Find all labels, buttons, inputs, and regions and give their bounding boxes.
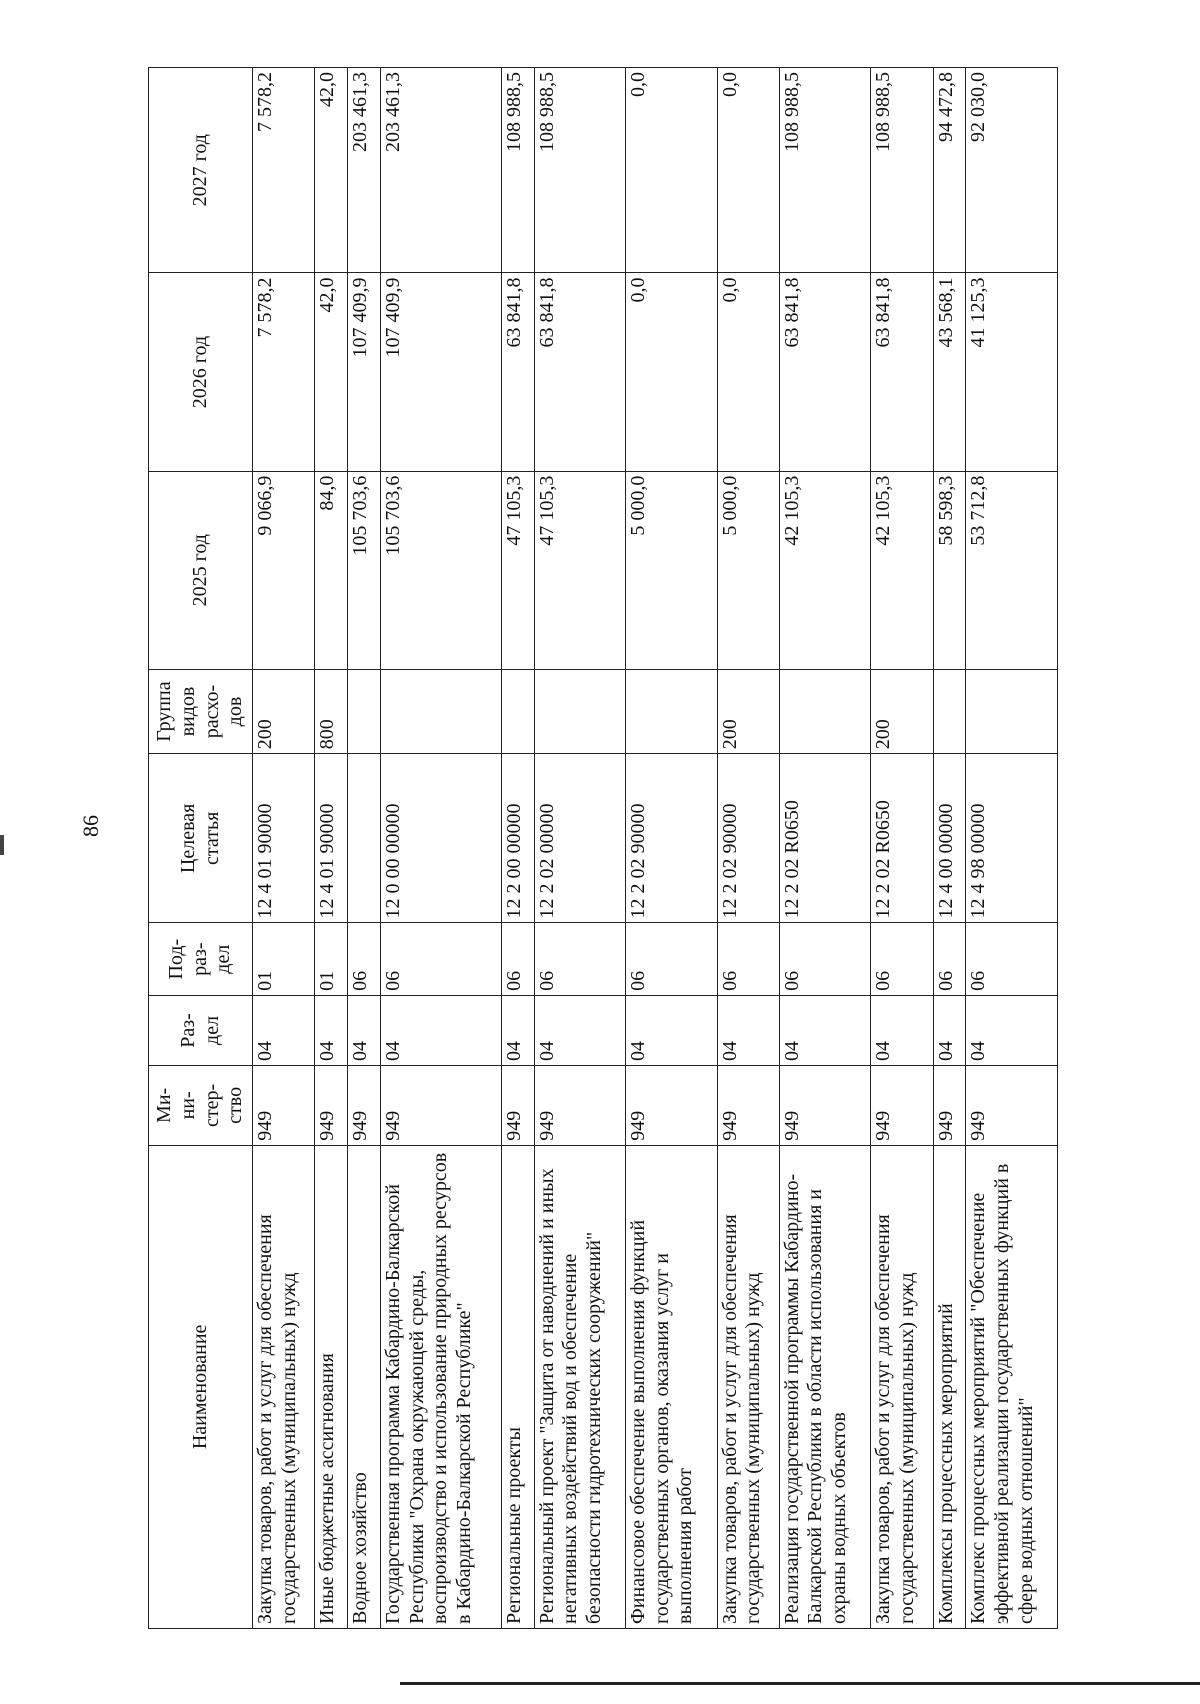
cell-group: [381, 669, 502, 754]
cell-2025: 105 703,6: [381, 471, 502, 669]
cell-target: 12 2 02 00000: [534, 754, 625, 923]
page-number: 86: [78, 815, 103, 837]
cell-section: 04: [717, 995, 779, 1065]
table-row: [717, 68, 779, 1629]
cell-name: Водное хозяйство: [348, 1145, 381, 1628]
header-target: Целевая статья: [149, 754, 253, 923]
cell-target: 12 2 02 90000: [717, 754, 779, 923]
table-row: [966, 68, 1058, 1629]
cell-2025: 5 000,0: [717, 471, 779, 669]
cell-2026: 63 841,8: [779, 273, 870, 471]
cell-target: 12 2 02 R0650: [779, 754, 870, 923]
cell-2025: 53 712,8: [966, 471, 1058, 669]
cell-2025: 9 066,9: [253, 471, 315, 669]
cell-section: 04: [871, 995, 933, 1065]
table-row: [871, 68, 933, 1629]
cell-target: 12 2 02 R0650: [871, 754, 933, 923]
cell-section: 04: [534, 995, 625, 1065]
cell-2025: 42 105,3: [779, 471, 870, 669]
table-row: [253, 68, 315, 1629]
cell-group: 200: [871, 669, 933, 754]
cell-subsection: 06: [966, 923, 1058, 995]
cell-subsection: 06: [779, 923, 870, 995]
cell-ministry: 949: [501, 1065, 534, 1145]
cell-2027: 108 988,5: [534, 68, 625, 273]
cell-name: Финансовое обеспечение выполнения функций государственных органов, оказания услуг и выполнения работ: [626, 1145, 717, 1628]
cell-subsection: 06: [501, 923, 534, 995]
cell-section: 04: [315, 995, 348, 1065]
cell-2025: 105 703,6: [348, 471, 381, 669]
cell-group: 800: [315, 669, 348, 754]
cell-target: 12 4 98 00000: [966, 754, 1058, 923]
cell-2025: 47 105,3: [501, 471, 534, 669]
header-2025: 2025 год: [149, 471, 253, 669]
cell-2027: 94 472,8: [933, 68, 966, 273]
cell-2027: 0,0: [717, 68, 779, 273]
cell-2025: 5 000,0: [626, 471, 717, 669]
cell-ministry: 949: [779, 1065, 870, 1145]
cell-2026: 63 841,8: [501, 273, 534, 471]
cell-2025: 47 105,3: [534, 471, 625, 669]
table-row: [315, 68, 348, 1629]
cell-2025: 58 598,3: [933, 471, 966, 669]
cell-subsection: 06: [381, 923, 502, 995]
cell-subsection: 06: [933, 923, 966, 995]
cell-2027: 203 461,3: [381, 68, 502, 273]
cell-2026: 63 841,8: [534, 273, 625, 471]
cell-group: [626, 669, 717, 754]
cell-section: 04: [501, 995, 534, 1065]
cell-name: Закупка товаров, работ и услуг для обеспечения государственных (муниципальных) нужд: [871, 1145, 933, 1628]
header-name: Наименование: [149, 1145, 253, 1628]
cell-name: Закупка товаров, работ и услуг для обеспечения государственных (муниципальных) нужд: [717, 1145, 779, 1628]
budget-table-container: [148, 67, 1058, 1629]
cell-name: Комплексы процессных мероприятий: [933, 1145, 966, 1628]
scan-edge-line: [400, 1682, 1200, 1685]
cell-subsection: 06: [717, 923, 779, 995]
cell-ministry: 949: [871, 1065, 933, 1145]
cell-target: 12 4 00 00000: [933, 754, 966, 923]
header-2027: 2027 год: [149, 68, 253, 273]
cell-ministry: 949: [966, 1065, 1058, 1145]
budget-table: [148, 67, 1058, 1629]
table-row: [933, 68, 966, 1629]
cell-2025: 84,0: [315, 471, 348, 669]
table-row: [381, 68, 502, 1629]
cell-2026: 107 409,9: [348, 273, 381, 471]
cell-group: [534, 669, 625, 754]
cell-group: 200: [717, 669, 779, 754]
cell-ministry: 949: [315, 1065, 348, 1145]
table-header-row: [149, 68, 253, 1629]
cell-subsection: 06: [534, 923, 625, 995]
cell-ministry: 949: [626, 1065, 717, 1145]
cell-section: 04: [381, 995, 502, 1065]
cell-group: [966, 669, 1058, 754]
table-row: [501, 68, 534, 1629]
cell-2026: 42,0: [315, 273, 348, 471]
cell-name: Реализация государственной программы Кабардино-Балкарской Республики в области использования и охраны водных объектов: [779, 1145, 870, 1628]
cell-2026: 7 578,2: [253, 273, 315, 471]
cell-2027: 108 988,5: [779, 68, 870, 273]
header-2026: 2026 год: [149, 273, 253, 471]
cell-name: Закупка товаров, работ и услуг для обеспечения государственных (муниципальных) нужд: [253, 1145, 315, 1628]
header-subsection: Под- раз- дел: [149, 923, 253, 995]
cell-target: 12 2 00 00000: [501, 754, 534, 923]
cell-2027: 108 988,5: [871, 68, 933, 273]
cell-2027: 0,0: [626, 68, 717, 273]
cell-target: 12 4 01 90000: [315, 754, 348, 923]
cell-name: Комплекс процессных мероприятий "Обеспечение эффективной реализации государственных функций в сфере водных отношений": [966, 1145, 1058, 1628]
cell-subsection: 06: [626, 923, 717, 995]
table-row: [779, 68, 870, 1629]
cell-2027: 42,0: [315, 68, 348, 273]
cell-2026: 0,0: [626, 273, 717, 471]
cell-group: [348, 669, 381, 754]
cell-section: 04: [779, 995, 870, 1065]
scan-edge-mark: [0, 835, 4, 855]
cell-group: 200: [253, 669, 315, 754]
cell-name: Региональный проект "Защита от наводнений и иных негативных воздействий вод и обеспечение безопасности гидротехнических сооружений": [534, 1145, 625, 1628]
header-group: Группа видов расхо- дов: [149, 669, 253, 754]
cell-ministry: 949: [381, 1065, 502, 1145]
table-row: [626, 68, 717, 1629]
cell-group: [779, 669, 870, 754]
cell-section: 04: [253, 995, 315, 1065]
cell-2027: 7 578,2: [253, 68, 315, 273]
cell-2026: 63 841,8: [871, 273, 933, 471]
cell-group: [501, 669, 534, 754]
cell-subsection: 01: [253, 923, 315, 995]
cell-2026: 0,0: [717, 273, 779, 471]
cell-target: 12 4 01 90000: [253, 754, 315, 923]
cell-ministry: 949: [348, 1065, 381, 1145]
cell-section: 04: [348, 995, 381, 1065]
cell-ministry: 949: [534, 1065, 625, 1145]
cell-2026: 43 568,1: [933, 273, 966, 471]
cell-2026: 107 409,9: [381, 273, 502, 471]
cell-section: 04: [933, 995, 966, 1065]
cell-target: 12 0 00 00000: [381, 754, 502, 923]
cell-section: 04: [966, 995, 1058, 1065]
cell-section: 04: [626, 995, 717, 1065]
cell-ministry: 949: [253, 1065, 315, 1145]
cell-target: 12 2 02 90000: [626, 754, 717, 923]
header-section: Раз- дел: [149, 995, 253, 1065]
cell-2027: 108 988,5: [501, 68, 534, 273]
table-row: [348, 68, 381, 1629]
cell-subsection: 06: [871, 923, 933, 995]
cell-ministry: 949: [933, 1065, 966, 1145]
cell-subsection: 01: [315, 923, 348, 995]
cell-group: [933, 669, 966, 754]
cell-2027: 203 461,3: [348, 68, 381, 273]
cell-target: [348, 754, 381, 923]
cell-subsection: 06: [348, 923, 381, 995]
header-ministry: Ми- ни- стер- ство: [149, 1065, 253, 1145]
cell-ministry: 949: [717, 1065, 779, 1145]
cell-2027: 92 030,0: [966, 68, 1058, 273]
cell-name: Иные бюджетные ассигнования: [315, 1145, 348, 1628]
cell-name: Региональные проекты: [501, 1145, 534, 1628]
table-row: [534, 68, 625, 1629]
cell-name: Государственная программа Кабардино-Балкарской Республики "Охрана окружающей среды, воспроизводство и использование природных ресурсов в Кабардино-Балкарской Республике": [381, 1145, 502, 1628]
cell-2026: 41 125,3: [966, 273, 1058, 471]
cell-2025: 42 105,3: [871, 471, 933, 669]
